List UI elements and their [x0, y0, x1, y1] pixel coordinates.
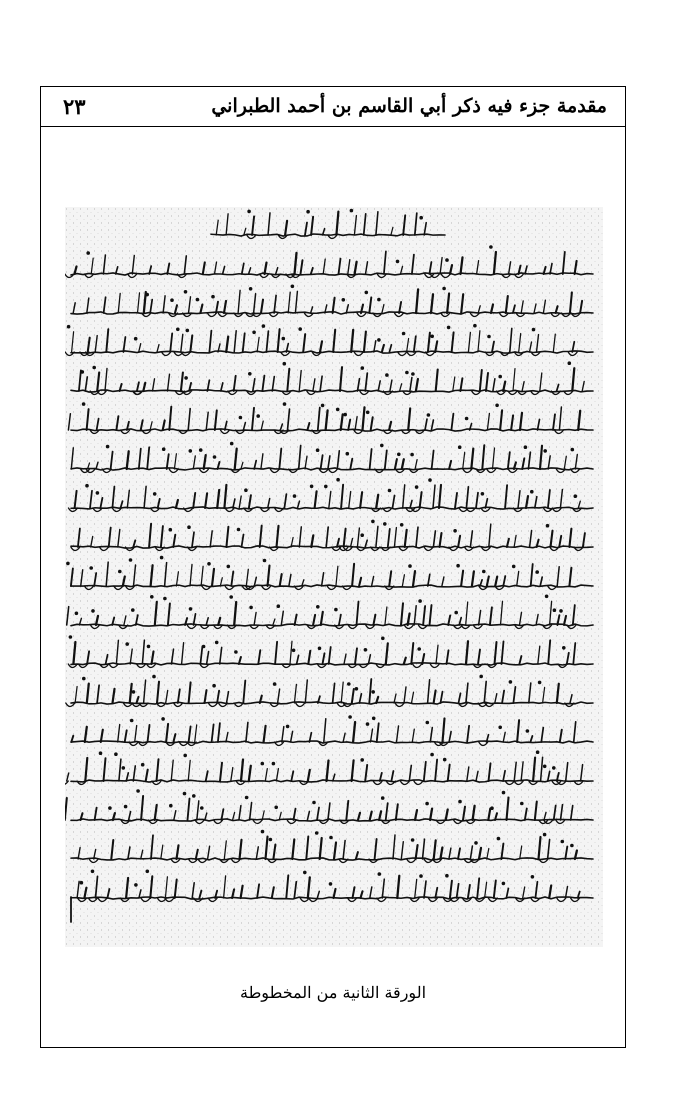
page-number: ٢٣: [63, 94, 86, 119]
page-frame: [40, 86, 626, 1048]
page-header: [41, 87, 625, 127]
manuscript-paper: [65, 207, 603, 947]
manuscript-image: [65, 207, 603, 947]
running-title: مقدمة جزء فيه ذكر أبي القاسم بن أحمد الطبراني: [211, 95, 607, 117]
figure-caption: الورقة الثانية من المخطوطة: [239, 983, 427, 1002]
